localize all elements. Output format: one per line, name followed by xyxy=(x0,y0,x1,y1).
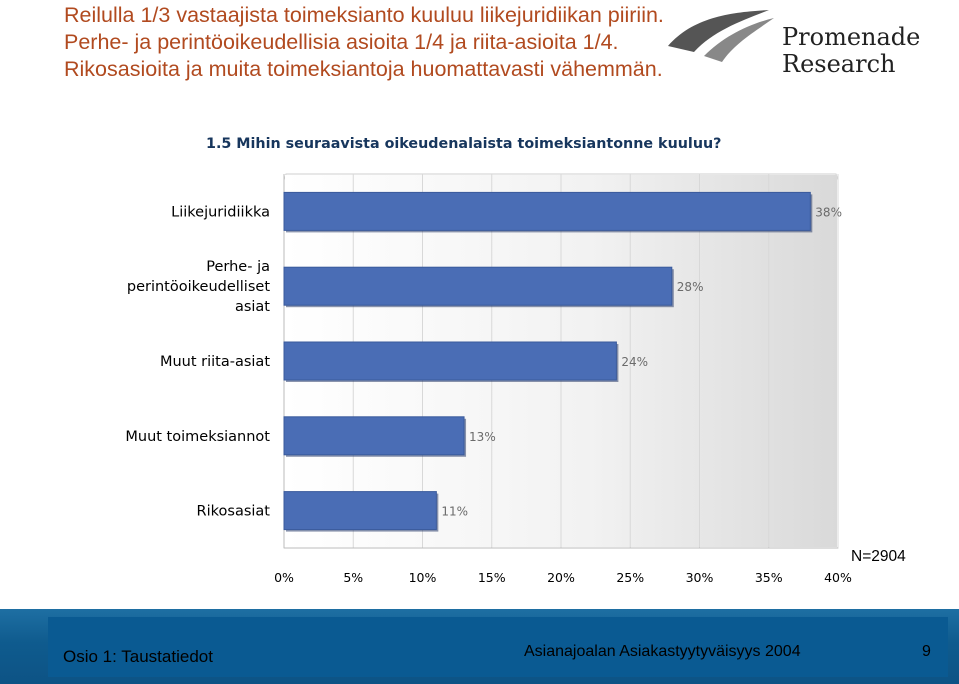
promenade-research-logo xyxy=(664,6,924,96)
bar-1 xyxy=(284,192,810,230)
chart-question-title: 1.5 Mihin seuraavista oikeudenalaista toimeksiantonne kuuluu? xyxy=(206,136,722,152)
x-tick-label: 5% xyxy=(343,570,364,585)
value-label-4: 13% xyxy=(469,429,496,444)
footer-bar xyxy=(0,609,959,684)
category-label-4: Muut toimeksiannot xyxy=(125,428,270,445)
bar-4 xyxy=(284,417,464,455)
value-label-5: 11% xyxy=(441,504,469,519)
x-tick-label: 25% xyxy=(616,570,645,585)
logo-text xyxy=(782,24,920,78)
value-label-1: 38% xyxy=(815,205,842,220)
category-label-3: Muut riita-asiat xyxy=(159,354,270,370)
bar-2 xyxy=(284,267,672,305)
value-label-2: 28% xyxy=(676,280,704,295)
category-label-1: Liikejuridiikka xyxy=(171,204,270,221)
footer-section-label: Osio 1: Taustatiedot xyxy=(63,647,213,666)
logo-line-1: Promenade xyxy=(782,23,921,51)
x-tick-label: 15% xyxy=(477,570,506,585)
footer-panel xyxy=(48,617,948,677)
footer-report-title: Asianajoalan Asiakastyytyväisyys 2004 xyxy=(524,643,801,660)
category-label-2: asiat xyxy=(234,299,270,316)
sample-size-note: N=2904 xyxy=(851,548,906,565)
value-label-3: 24% xyxy=(621,355,649,369)
logo-line-2: Research xyxy=(782,50,896,78)
x-tick-label: 40% xyxy=(824,570,852,585)
bar-chart xyxy=(0,160,959,600)
footer-page-number: 9 xyxy=(922,643,931,660)
headline: Reilulla 1/3 vastaajista toimeksianto kuuluu liikejuridiikan piiriin. Perhe- ja perintöoikeudellisia asioita 1/4 ja riita-asioita 1/4. Rikosasioita ja muita toimeksiantoja huomattavasti vähemmän. xyxy=(64,3,664,81)
x-tick-label: 20% xyxy=(547,570,575,585)
category-label-5: Rikosasiat xyxy=(196,503,270,520)
swoosh-logo-icon xyxy=(664,6,784,66)
x-tick-label: 30% xyxy=(685,570,714,585)
x-tick-label: 0% xyxy=(274,570,294,585)
category-label-2: perintöoikeudelliset xyxy=(126,279,270,296)
x-tick-label: 35% xyxy=(754,570,783,585)
category-label-2: Perhe- ja xyxy=(206,259,270,276)
x-tick-label: 10% xyxy=(408,570,437,585)
bar-3 xyxy=(284,342,616,380)
bar-5 xyxy=(284,492,436,530)
